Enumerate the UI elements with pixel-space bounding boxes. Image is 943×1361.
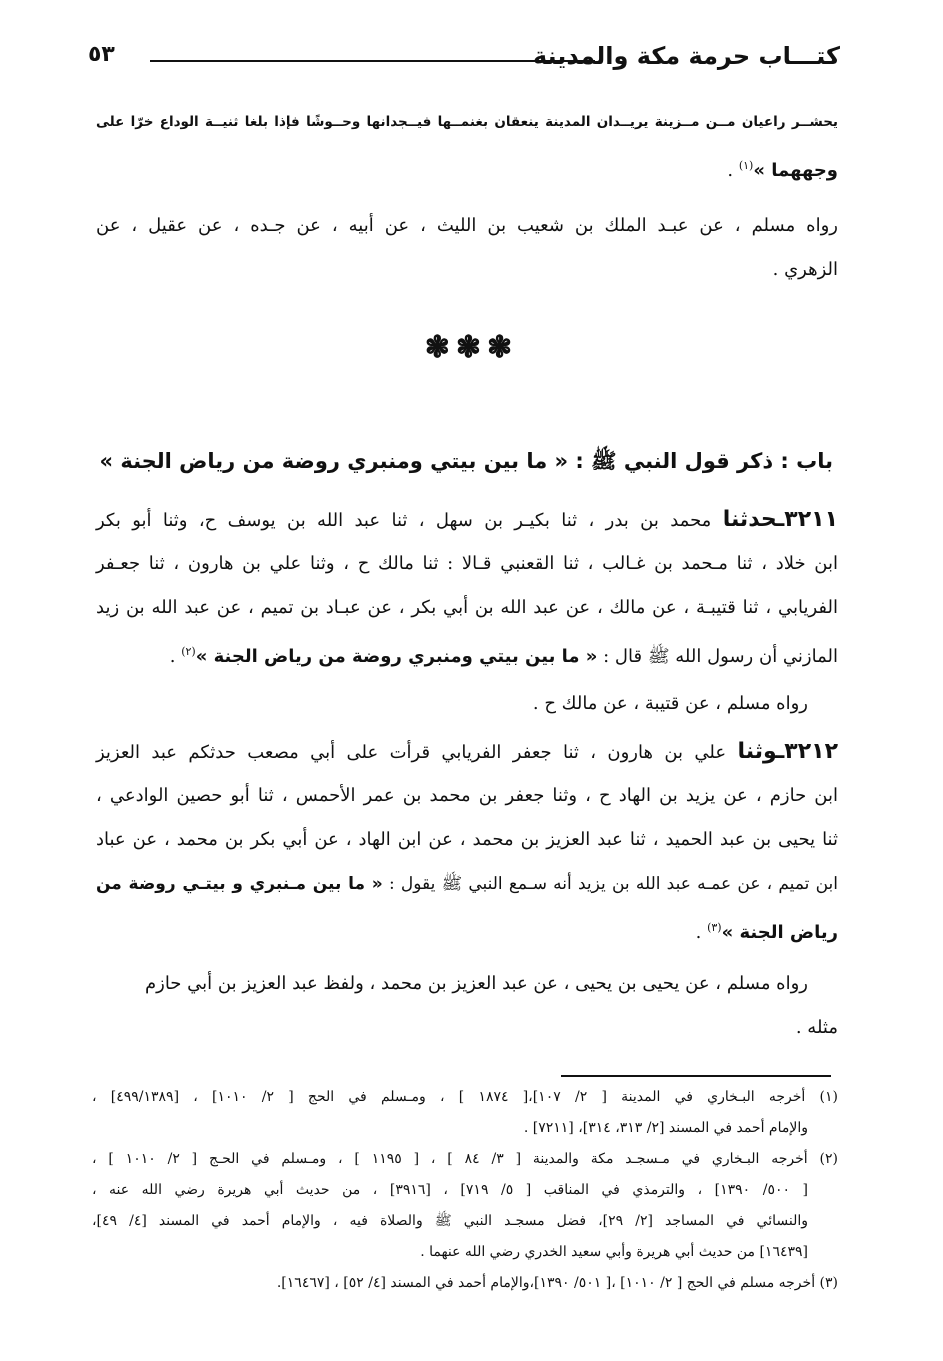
footnote-line: (٣) أخرجه مسلم في الحج [ ٢/ ١٠١٠] ،[ ٥٠١/ ١٣٩٠]،والإمام أحمد في المسند [٤/ ٥٢] ، [١٦٤٦٧]. xyxy=(276,1275,838,1291)
hadith-quote: وجههما » xyxy=(753,160,838,181)
text-line: ابن خلاد ، ثنا مـحمد بن غـالب ، ثنا القعنبي قـالا : ثنا مالك ح ، وثنا علي بن هارون ، ثنا جعـفر xyxy=(96,553,838,574)
isnad-text: المازني أن رسول الله ﷺ قال : xyxy=(597,646,838,667)
footnote-line: (٢) أخرجه البـخاري في مـسجـد مكة والمدينة [ ٣/ ٨٤ ] ، [ ١١٩٥ ] ، ومـسلم في الحـج [ ٢/ ١٠١٠ ] ، xyxy=(92,1151,838,1167)
footnotes xyxy=(92,1082,838,1299)
line-end: . xyxy=(695,922,708,943)
text-line xyxy=(96,630,838,674)
hadith-quote: « ما بين بيتي ومنبري روضة من رياض الجنة » xyxy=(195,646,598,667)
narration-line: رواه مسلم ، عن قتيبة ، عن مالك ح . xyxy=(532,693,808,714)
footnote-line: والنسائي في المساجد [٢/ ٢٩]، فضل مسجـد النبي ﷺ والصلاة فيه ، والإمام أحمد في المسند [٤/ ٤٩]، xyxy=(92,1213,809,1229)
section-separator: ❃❃❃ xyxy=(424,330,519,365)
text-line xyxy=(96,862,838,906)
text-line xyxy=(96,906,838,950)
footnote-marker: (٣) xyxy=(707,921,722,934)
footnote-line: والإمام أحمد في المسند [٢/ ٣١٣، ٣١٤]، [٧٢١١] . xyxy=(523,1120,808,1136)
hadith-quote: « ما بين مـنبري و بيتـي روضة من xyxy=(96,874,383,894)
narration-line: رواه مسلم ، عن يحيى بن يحيى ، عن عبد العزيز بن محمد ، ولفظ عبد العزيز بن أبي حازم xyxy=(144,973,808,994)
hadith-3212 xyxy=(96,730,838,1050)
page-number: ٥٣ xyxy=(88,42,115,67)
text-line: ثنا يحيى بن عبد الحميد ، ثنا عبد العزيز بن محمد ، عن ابن الهاد ، عن أبي بكر بن محمد ، عن عباد xyxy=(96,829,838,850)
text-line xyxy=(96,730,838,774)
footnote-line: [ ٥٠٠/ ١٣٩٠] ، والترمذي في المناقب [ ٥/ ٧١٩] ، [٣٩١٦] ، من حديث أبي هريرة رضي الله عنه ، xyxy=(92,1182,808,1198)
text-line: ابن حازم ، عن يزيد بن الهاد ح ، وثنا جعفر بن محمد بن عمر الأحمس ، ثنا أبو حصين الوادعي ، xyxy=(96,785,838,806)
running-header xyxy=(88,40,840,84)
footnote-rule xyxy=(561,1075,831,1077)
narration-line: مثله . xyxy=(795,1017,838,1038)
chapter-title: باب : ذكر قول النبي ﷺ : « ما بين بيتي ومنبري روضة من رياض الجنة » xyxy=(99,449,833,473)
top-narration xyxy=(96,204,838,292)
text-line: يحشــر راعيان مــن مــزينة يريــدان المدينة ينعقان بغنمــها فيــجدانها وحــوشًا فإذا بلغا ثنيــة الوداع خرّا على xyxy=(96,114,838,130)
footnote-marker: (١) xyxy=(738,159,754,172)
header-rule xyxy=(150,60,595,62)
footnote-marker: (٢) xyxy=(181,645,196,658)
text-line xyxy=(96,144,838,188)
text-line: الفريابي ، ثنا قتيبـة ، عن مالك ، عن عبد الله بن أبي بكر ، عن عبـاد بن تميم ، عن عبد الله بن زيد xyxy=(96,597,838,618)
text-line: رواه مسلم ، عن عبـد الملك بن شعيب بن الليث ، عن أبيه ، عن جـده ، عن عقيل ، عن xyxy=(96,215,838,236)
hadith-quote: رياض الجنة » xyxy=(721,922,838,943)
book-title: كتـــاب حرمة مكة والمدينة xyxy=(532,42,840,70)
isnad-text: علي بن هارون ، ثنا جعفر الفريابي قرأت على أبي مصعب حدثكم عبد العزيز xyxy=(96,742,727,763)
text-line: الزهري . xyxy=(772,259,838,280)
isnad-text: محمد بن بدر ، ثنا بكيـر بن سهل ، ثنا عبد الله بن يوسف ح، وثنا أبو بكر xyxy=(96,510,712,531)
hadith-number: ٣٢١١ـحدثنا xyxy=(722,507,838,532)
footnote-line: (١) أخرجه البـخاري في المدينة [ ٢/ ١٠٧]،[ ١٨٧٤ ] ، ومـسلم في الحج [ ٢/ ١٠١٠] ، [٤٩٩/١٣٨٩] ، xyxy=(92,1089,838,1105)
hadith-number: ٣٢١٢ـوثنا xyxy=(737,739,838,764)
isnad-text: ابن تميم ، عن عمـه عبد الله بن يزيد أنه سـمع النبي ﷺ يقول : xyxy=(382,874,838,894)
hadith-3211 xyxy=(96,498,838,726)
line-end: . xyxy=(169,646,182,667)
top-hadith xyxy=(96,100,838,188)
text-line xyxy=(96,498,838,542)
line-end: . xyxy=(727,160,739,181)
footnote-line: [١٦٤٣٩] من حديث أبي هريرة وأبي سعيد الخدري رضي الله عنهما . xyxy=(420,1244,808,1260)
